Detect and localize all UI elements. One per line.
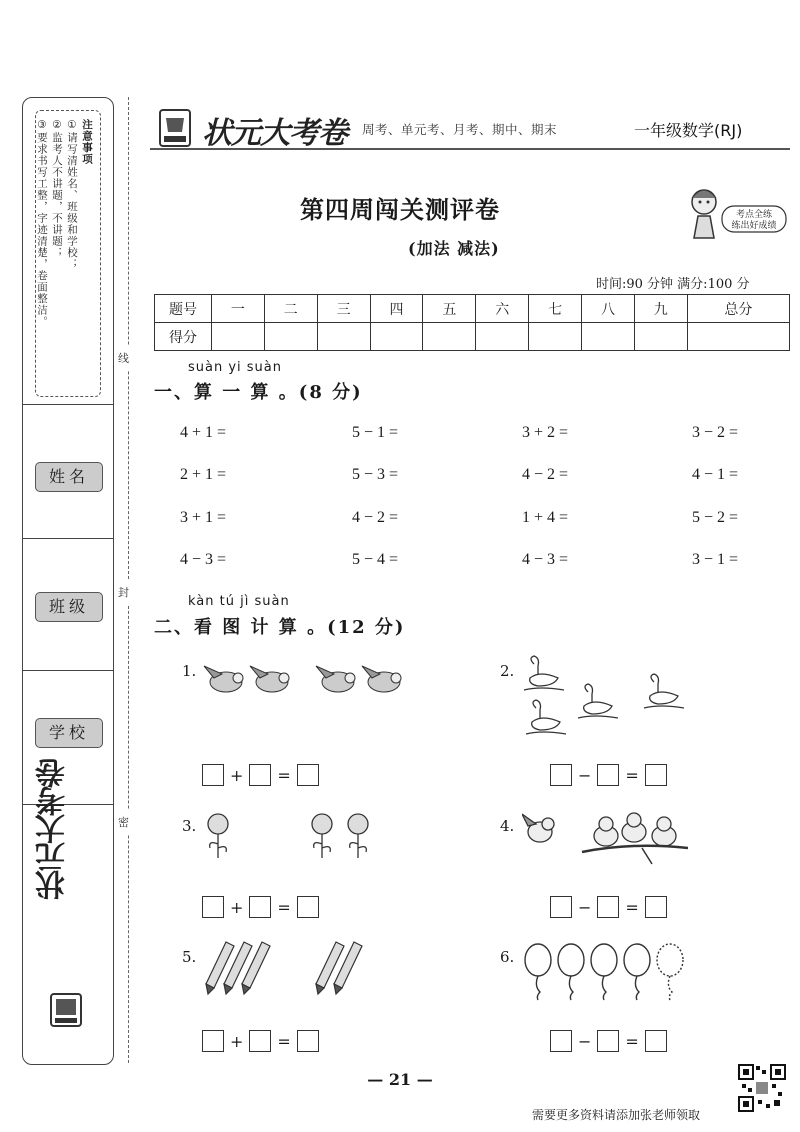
equation: 4 − 3 =: [180, 551, 227, 568]
binding-strip: [22, 97, 114, 1065]
score-cell[interactable]: [370, 323, 423, 351]
answer-box[interactable]: [645, 1030, 667, 1052]
swan-icon: [644, 674, 684, 708]
operator: +: [230, 765, 244, 785]
header-subtitle: 周考、单元考、月考、期中、期末: [362, 122, 558, 137]
equation: 4 − 2 =: [352, 509, 399, 526]
score-cell[interactable]: [582, 323, 635, 351]
header-brand: 状元大考卷: [202, 116, 347, 151]
swan-icon: [524, 656, 564, 690]
table-cell: 六: [476, 295, 529, 323]
score-cell[interactable]: [423, 323, 476, 351]
equals-sign: =: [277, 1031, 291, 1051]
answer-box[interactable]: [202, 896, 224, 918]
answer-box[interactable]: [550, 1030, 572, 1052]
equals-sign: =: [625, 897, 639, 917]
bird-icon: [594, 817, 618, 846]
equation: 5 − 2 =: [692, 509, 739, 526]
answer-box[interactable]: [597, 1030, 619, 1052]
operator: −: [578, 1031, 592, 1051]
section1-title: 一、算 一 算 。(8 分): [154, 382, 363, 403]
answer-box[interactable]: [202, 764, 224, 786]
balloon-icon: [624, 944, 650, 1000]
equation: 2 + 1 =: [180, 466, 227, 483]
equation: 3 − 1 =: [692, 551, 739, 568]
answer-row: [202, 764, 319, 786]
answer-row: [550, 764, 667, 786]
table-cell: 七: [529, 295, 582, 323]
score-cell[interactable]: [317, 323, 370, 351]
table-cell: 九: [634, 295, 687, 323]
score-table: [154, 294, 790, 351]
rose-icon: [348, 814, 368, 858]
answer-box[interactable]: [297, 1030, 319, 1052]
header-rule: [150, 148, 790, 150]
answer-row: [550, 896, 667, 918]
item-number: 2.: [500, 662, 515, 680]
side-divider: [23, 538, 113, 539]
answer-row: [202, 896, 319, 918]
table-row: [155, 323, 790, 351]
answer-box[interactable]: [297, 896, 319, 918]
equation: 4 − 3 =: [522, 551, 569, 568]
table-row: [155, 295, 790, 323]
equation: 1 + 4 =: [522, 509, 569, 526]
answer-box[interactable]: [645, 764, 667, 786]
page-number: — 21 —: [367, 1070, 433, 1089]
bird-icon: [204, 666, 243, 692]
section2-pinyin: kàn tú jì suàn: [188, 594, 290, 609]
equation: 4 − 2 =: [522, 466, 569, 483]
swan-icon: [578, 684, 618, 718]
notice-title: 注意事项: [81, 119, 93, 165]
answer-box[interactable]: [597, 764, 619, 786]
item-number: 5.: [182, 948, 197, 966]
score-cell[interactable]: [476, 323, 529, 351]
birds-picture: [202, 656, 412, 698]
bird-icon: [250, 666, 289, 692]
equation: 3 + 2 =: [522, 424, 569, 441]
balloon-icon: [525, 944, 551, 1000]
operator: +: [230, 1031, 244, 1051]
publisher-logo-icon: [158, 108, 192, 148]
notice-item: ①请写清姓名、班级和学校；: [66, 119, 78, 270]
equation: 5 − 1 =: [352, 424, 399, 441]
table-cell: 五: [423, 295, 476, 323]
cut-mark: 密: [118, 810, 129, 834]
bird-icon: [622, 813, 646, 842]
side-divider: [23, 670, 113, 671]
table-cell: 一: [212, 295, 265, 323]
equation: 3 − 2 =: [692, 424, 739, 441]
operator: −: [578, 765, 592, 785]
name-label: 姓名: [35, 462, 103, 492]
item-number: 3.: [182, 817, 197, 835]
score-cell[interactable]: [212, 323, 265, 351]
equals-sign: =: [625, 1031, 639, 1051]
table-cell: 三: [317, 295, 370, 323]
school-label: 学校: [35, 718, 103, 748]
equals-sign: =: [625, 765, 639, 785]
score-cell[interactable]: [529, 323, 582, 351]
class-label: 班级: [35, 592, 103, 622]
birds-branch-picture: [522, 806, 688, 868]
cut-mark: 封: [118, 580, 129, 604]
item-number: 1.: [182, 662, 197, 680]
equals-sign: =: [277, 765, 291, 785]
mascot-text: 考点全练: [735, 210, 773, 220]
score-cell[interactable]: [634, 323, 687, 351]
roses-picture: [204, 812, 380, 860]
answer-box[interactable]: [297, 764, 319, 786]
notice-item: ③要求书写工整，字迹清楚，卷面整洁。: [36, 119, 48, 328]
table-cell: 题号: [155, 295, 212, 323]
bird-icon: [362, 666, 401, 692]
operator: +: [230, 897, 244, 917]
footer-note: 需要更多资料请添加张老师领取: [532, 1108, 701, 1122]
balloon-icon: [591, 944, 617, 1000]
bird-icon: [522, 814, 554, 842]
pencils-picture: [204, 940, 372, 996]
bird-icon: [316, 666, 355, 692]
balloon-dashed-icon: [657, 944, 683, 1000]
answer-box[interactable]: [550, 764, 572, 786]
answer-box[interactable]: [202, 1030, 224, 1052]
mascot-icon: [684, 180, 790, 246]
equation: 4 + 1 =: [180, 424, 227, 441]
score-cell[interactable]: [264, 323, 317, 351]
bird-icon: [652, 817, 676, 846]
swan-icon: [526, 700, 566, 734]
table-cell: 八: [582, 295, 635, 323]
item-number: 4.: [500, 817, 515, 835]
section1-pinyin: suàn yi suàn: [188, 360, 283, 375]
equals-sign: =: [277, 897, 291, 917]
table-cell: 二: [264, 295, 317, 323]
section2-title: 二、看 图 计 算 。(12 分): [154, 617, 406, 638]
table-cell: 四: [370, 295, 423, 323]
header-grade: 一年级数学(RJ): [634, 121, 743, 140]
item-number: 6.: [500, 948, 515, 966]
publisher-logo-icon: [49, 992, 83, 1028]
answer-row: [550, 1030, 667, 1052]
notice-item: ②监考人不讲题，不讲题；: [51, 119, 63, 259]
answer-box[interactable]: [249, 1030, 271, 1052]
page-title: 第四周闯关测评卷: [300, 195, 500, 224]
equation: 4 − 1 =: [692, 466, 739, 483]
balloons-picture: [520, 942, 688, 1002]
score-cell[interactable]: [687, 323, 789, 351]
rose-icon: [312, 814, 332, 858]
page-subtitle: (加法 减法): [408, 239, 500, 258]
answer-box[interactable]: [597, 896, 619, 918]
table-cell: 得分: [155, 323, 212, 351]
notice-box: [35, 110, 101, 397]
answer-row: [202, 1030, 319, 1052]
mascot-text: 练出好成绩: [731, 221, 777, 231]
notice-text: [36, 119, 94, 387]
balloon-icon: [558, 944, 584, 1000]
time-score-line: 时间:90 分钟 满分:100 分: [596, 277, 750, 292]
equation: 3 + 1 =: [180, 509, 227, 526]
rose-icon: [208, 814, 228, 858]
branch-icon: [582, 846, 688, 852]
side-divider: [23, 404, 113, 405]
answer-box[interactable]: [249, 764, 271, 786]
cut-mark: 线: [118, 346, 129, 370]
answer-box[interactable]: [550, 896, 572, 918]
swans-picture: [520, 654, 692, 740]
qr-code-icon[interactable]: [738, 1064, 786, 1112]
equation: 5 − 4 =: [352, 551, 399, 568]
operator: −: [578, 897, 592, 917]
answer-box[interactable]: [249, 896, 271, 918]
answer-box[interactable]: [645, 896, 667, 918]
table-cell: 总分: [687, 295, 789, 323]
equation: 5 − 3 =: [352, 466, 399, 483]
side-brand-logo: 状元大考卷: [36, 760, 71, 900]
